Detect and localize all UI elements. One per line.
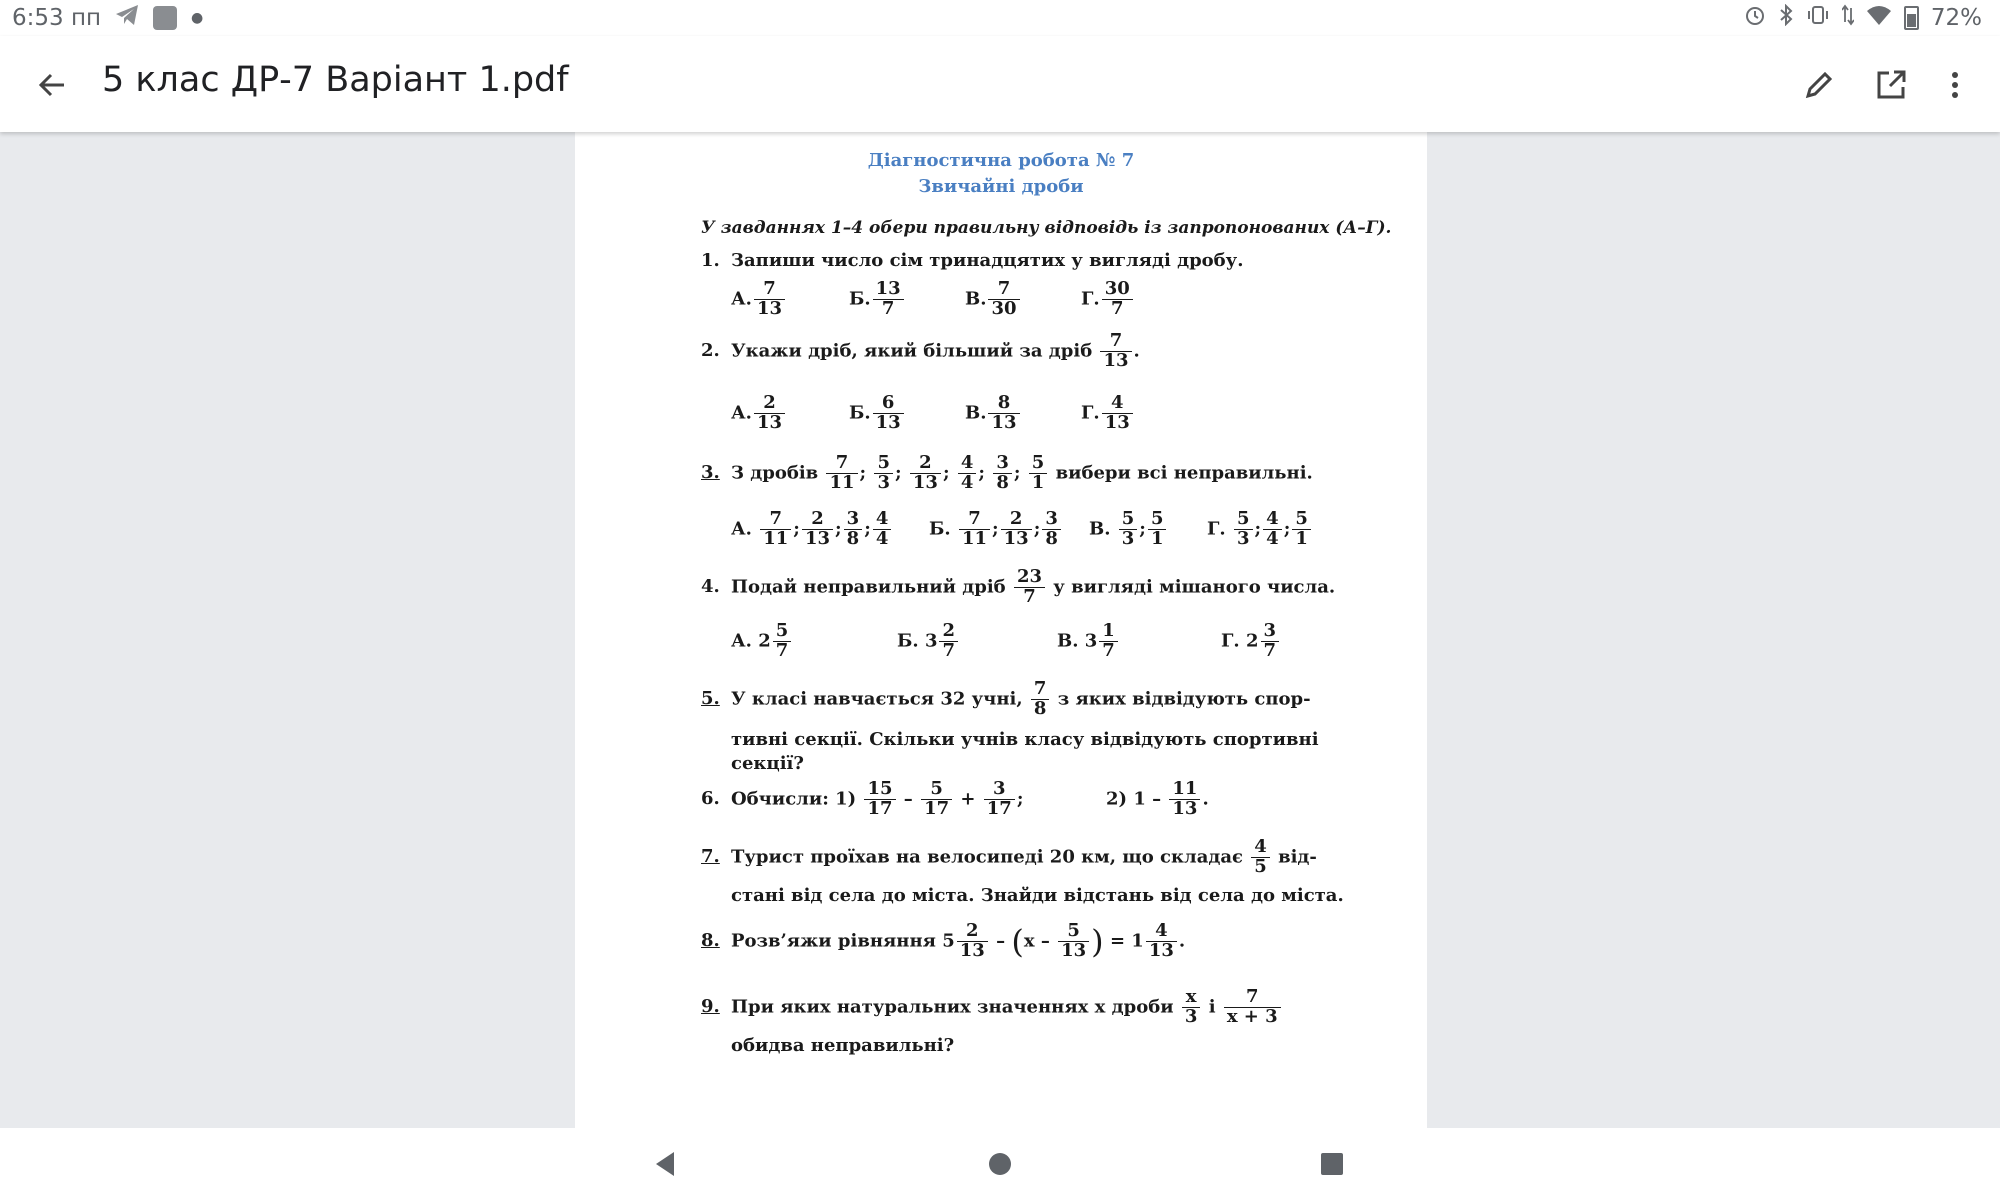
question-7-continued: стані від села до міста. Знайди відстань від села до міста. xyxy=(731,885,1344,906)
answer-option: Б. 3 $\frac{2}{7}$ xyxy=(897,622,960,661)
more-options-button[interactable] xyxy=(1932,62,1978,108)
answer-option: Г. $\frac{5}{3}$ ; $\frac{4}{4}$ ; $\frac{5}{1}$ xyxy=(1207,510,1313,549)
battery-percent: 72% xyxy=(1930,5,1982,31)
edit-button[interactable] xyxy=(1796,62,1842,108)
status-time: 6:53 пп xyxy=(12,5,102,31)
more-notifications-dot: ● xyxy=(191,10,204,26)
nav-recents-button[interactable] xyxy=(1316,1148,1348,1180)
circle-home-icon xyxy=(984,1148,1016,1180)
app-bar xyxy=(0,36,2000,132)
answer-option: В. $\frac{7}{30}$ xyxy=(965,280,1022,319)
document-title: 5 клас ДР-7 Варіант 1.pdf xyxy=(102,60,569,100)
answer-option: Г. $\frac{30}{7}$ xyxy=(1081,280,1135,319)
pdf-page xyxy=(575,132,1427,1128)
answer-option: Г. 2 $\frac{3}{7}$ xyxy=(1221,622,1281,661)
doc-intro: У завданнях 1–4 обери правильну відповідь із запропонованих (А–Г). xyxy=(701,218,1392,238)
status-bar xyxy=(0,0,2000,36)
vibrate-icon xyxy=(1806,4,1830,32)
answer-option: А. 2 $\frac{5}{7}$ xyxy=(731,622,793,661)
alarm-icon xyxy=(1744,4,1766,32)
question-9-continued: обидва неправильні? xyxy=(731,1035,955,1056)
triangle-back-icon xyxy=(650,1148,682,1180)
answer-option: Г. $\frac{4}{13}$ xyxy=(1081,394,1135,433)
answer-option: В. $\frac{8}{13}$ xyxy=(965,394,1022,433)
doc-heading: Діагностична робота № 7 xyxy=(867,150,1135,171)
bluetooth-icon xyxy=(1778,4,1794,32)
battery-icon xyxy=(1904,6,1919,30)
open-external-icon xyxy=(1874,68,1908,102)
answer-option: А. $\frac{7}{11}$ ; $\frac{2}{13}$ ; $\frac{3}{8}$ ; $\frac{4}{4}$ xyxy=(731,510,893,549)
answer-option: А. $\frac{7}{13}$ xyxy=(731,280,787,319)
pencil-icon xyxy=(1802,68,1836,102)
open-external-button[interactable] xyxy=(1868,62,1914,108)
answer-option: Б. $\frac{7}{11}$ ; $\frac{2}{13}$ ; $\frac{3}{8}$ xyxy=(929,510,1063,549)
answer-option: Б. $\frac{13}{7}$ xyxy=(849,280,906,319)
question-7: 7. Турист проїхав на велосипеді 20 км, що складає $\frac{4}{5}$ від- xyxy=(701,836,1317,877)
telegram-icon xyxy=(115,4,139,32)
pdf-viewer[interactable] xyxy=(0,132,2000,1128)
answer-option: А. $\frac{2}{13}$ xyxy=(731,394,787,433)
back-button[interactable] xyxy=(30,62,76,108)
more-vert-icon xyxy=(1938,68,1972,102)
question-1: 1. Запиши число сім тринадцятих у вигляді дробу. xyxy=(701,250,1244,271)
back-arrow-icon xyxy=(30,62,76,108)
answer-option: В. $\frac{5}{3}$ ; $\frac{5}{1}$ xyxy=(1089,510,1168,549)
square-recents-icon xyxy=(1316,1148,1348,1180)
answer-option: В. 3 $\frac{1}{7}$ xyxy=(1057,622,1120,661)
nav-back-button[interactable] xyxy=(650,1148,682,1180)
question-2: 2. Укажи дріб, який більший за дріб $\frac{7}{13}$ . xyxy=(701,330,1140,371)
question-8: 8. Розв’яжи рівняння 5 $\frac{2}{13}$ – (x – $\frac{5}{13}$ ) = 1 $\frac{4}{13}$ . xyxy=(701,920,1186,961)
question-5: 5. У класі навчається 32 учні, $\frac{7}{8}$ з яких відвідують спор- xyxy=(701,678,1311,719)
data-arrows-icon xyxy=(1842,4,1854,32)
app-notification-icon xyxy=(153,6,177,30)
question-4: 4. Подай неправильний дріб $\frac{23}{7}$ у вигляді мішаного числа. xyxy=(701,566,1336,607)
wifi-icon xyxy=(1866,4,1892,32)
navigation-bar xyxy=(0,1128,2000,1200)
question-9: 9. При яких натуральних значеннях x дроби $\frac{x}{3}$ і $\frac{7}{x + 3}$ xyxy=(701,988,1283,1027)
question-5-continued: тивні секції. Скільки учнів класу відвідують спортивні секції? xyxy=(731,729,1319,774)
question-3: 3. З дробів $\frac{7}{11}$ ; $\frac{5}{3}$ ; $\frac{2}{13}$ ; $\frac{4}{4}$ ; $\frac{3}{8}$ ; $\frac{5}{1}$ вибери всі неправильні. xyxy=(701,452,1313,493)
nav-home-button[interactable] xyxy=(984,1148,1016,1180)
question-6: 6. Обчисли: 1) $\frac{15}{17}$ – $\frac{5}{17}$ + $\frac{3}{17}$ ; 2) 1 – $\frac{11}{13}$ . xyxy=(701,778,1209,819)
doc-subheading: Звичайні дроби xyxy=(918,176,1084,197)
answer-option: Б. $\frac{6}{13}$ xyxy=(849,394,906,433)
